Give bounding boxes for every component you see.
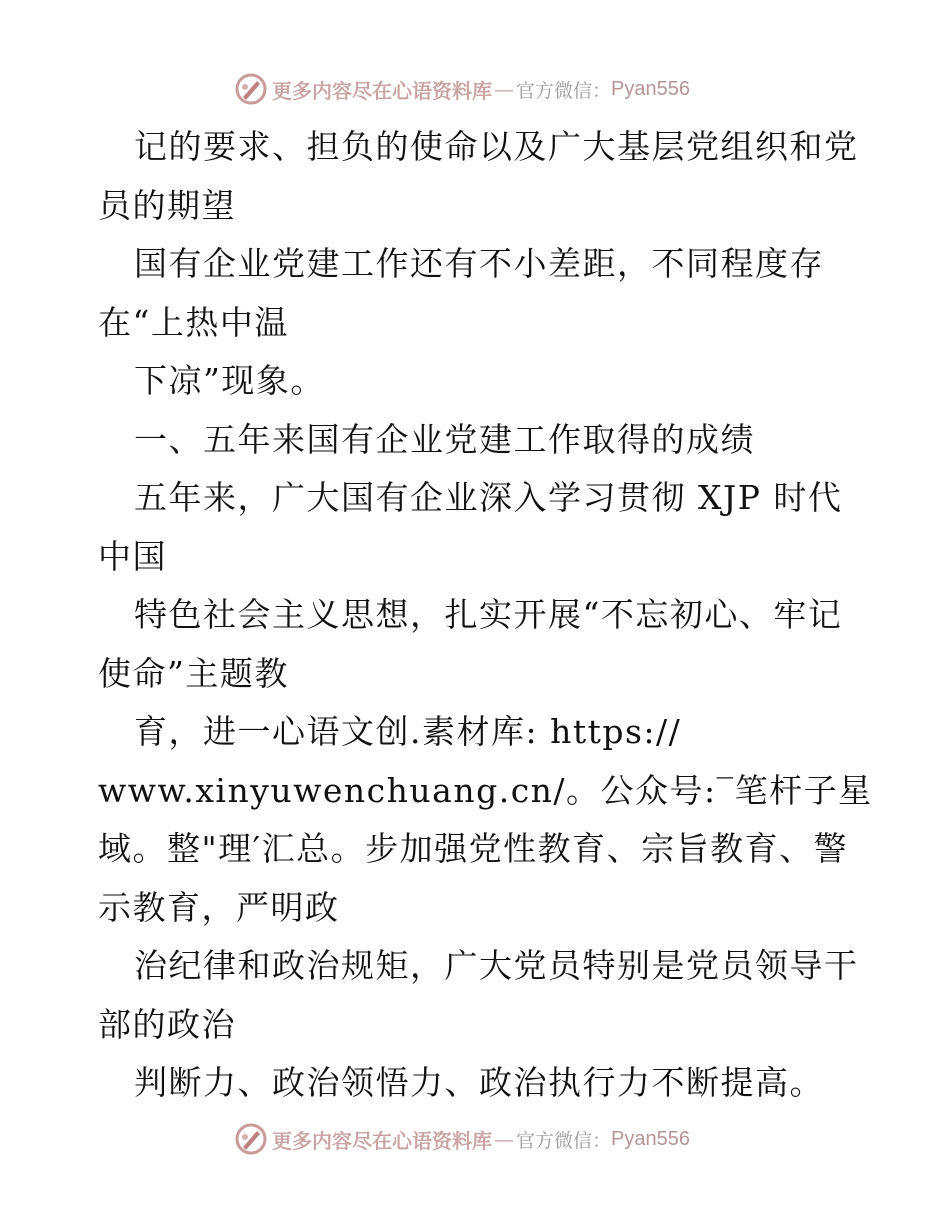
text-line: www.xinyuwenchuang.cn/。公众号:‾笔杆子星 bbox=[98, 770, 873, 810]
text-line: 使命”主题教 bbox=[98, 653, 289, 693]
text-line: 判断力、政治领悟力、政治执行力不断提高。 bbox=[134, 1063, 824, 1102]
watermark-id: Pyan556 bbox=[611, 1127, 690, 1150]
text-line: 记的要求、担负的使命以及广大基层党组织和党 bbox=[134, 127, 859, 166]
text-line: 部的政治 bbox=[98, 1004, 236, 1044]
text-line: 域。整"理′汇总。步加强党性教育、宗旨教育、警 bbox=[98, 829, 849, 868]
text-line: 示教育，严明政 bbox=[98, 887, 340, 927]
pen-logo-icon bbox=[234, 72, 268, 106]
watermark-main-text: 更多内容尽在心语资料库 bbox=[272, 1128, 492, 1153]
watermark-id: Pyan556 bbox=[611, 77, 690, 100]
text-line: 在“上热中温 bbox=[98, 302, 289, 342]
text-line: 员的期望 bbox=[98, 185, 236, 225]
header-watermark bbox=[234, 72, 714, 106]
document-body bbox=[98, 118, 873, 1113]
watermark-separator: — bbox=[494, 1127, 514, 1151]
watermark-sub-text: 官方微信： bbox=[516, 79, 612, 102]
text-line: 国有企业党建工作还有不小差距，不同程度存 bbox=[134, 244, 824, 283]
pen-logo-icon bbox=[234, 1122, 268, 1156]
text-line: 中国 bbox=[98, 536, 167, 576]
footer-watermark bbox=[234, 1122, 714, 1156]
watermark-main-text: 更多内容尽在心语资料库 bbox=[272, 78, 492, 103]
text-line: 下凉”现象。 bbox=[134, 361, 325, 400]
text-line: 五年来，广大国有企业深入学习贯彻 XJP 时代 bbox=[134, 478, 843, 517]
watermark-separator: — bbox=[494, 77, 514, 101]
text-line: 特色社会主义思想，扎实开展“不忘初心、牢记 bbox=[134, 595, 843, 634]
section-heading: 一、五年来国有企业党建工作取得的成绩 bbox=[134, 419, 755, 459]
text-line: 育，进一心语文创.素材库: https:// bbox=[134, 712, 682, 751]
text-line: 治纪律和政治规矩，广大党员特别是党员领导干 bbox=[134, 946, 859, 985]
watermark-sub-text: 官方微信： bbox=[516, 1129, 612, 1152]
